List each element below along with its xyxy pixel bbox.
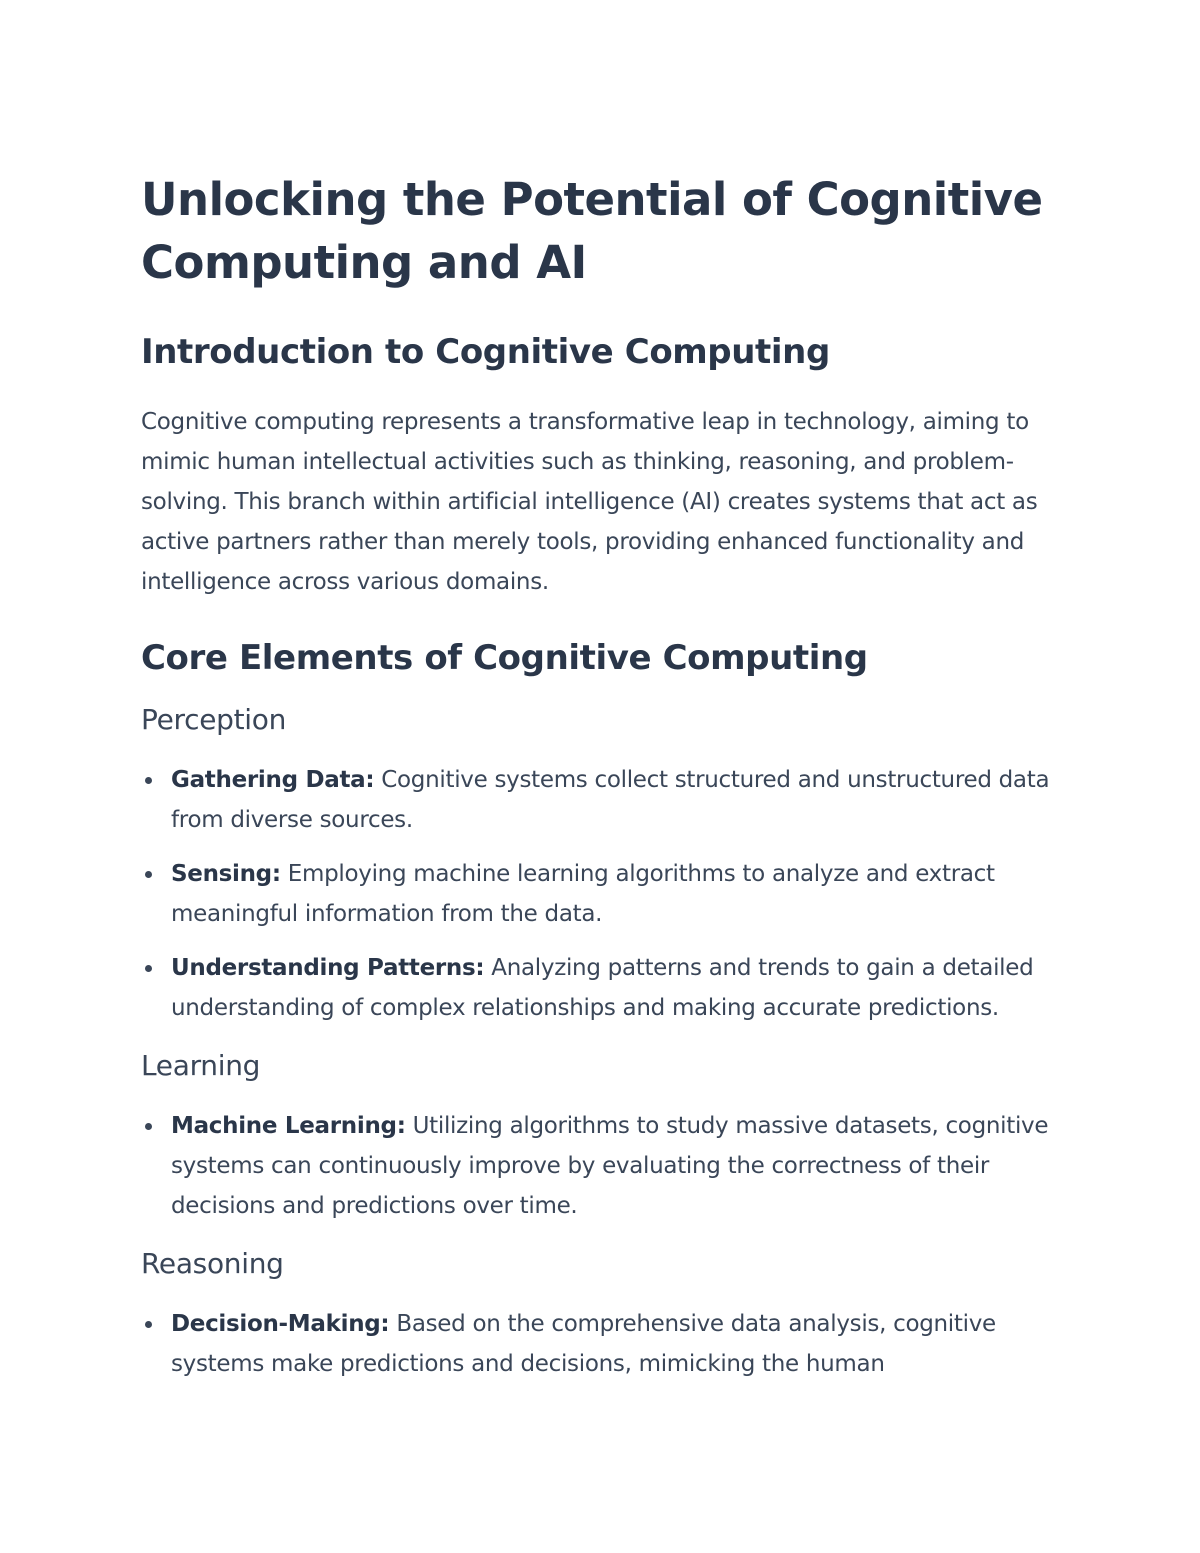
perception-list xyxy=(141,760,1060,1028)
bullet-icon xyxy=(145,777,152,784)
list-item-term: Decision-Making: xyxy=(171,1311,390,1337)
reasoning-heading: Reasoning xyxy=(141,1247,284,1280)
list-item-text: Based on the comprehensive data analysis, cognitive systems make predictions and decisions, mimicking the human xyxy=(171,1311,996,1377)
list-item-term: Machine Learning: xyxy=(171,1113,406,1139)
list-item xyxy=(141,760,1060,840)
list-item-text: Employing machine learning algorithms to analyze and extract meaningful information from the data. xyxy=(171,861,995,927)
learning-list xyxy=(141,1106,1060,1226)
list-item-text: Analyzing patterns and trends to gain a detailed understanding of complex relationships and making accurate predictions. xyxy=(171,955,1034,1021)
list-item-text: Cognitive systems collect structured and unstructured data from diverse sources. xyxy=(171,767,1050,833)
list-item-term: Understanding Patterns: xyxy=(171,955,485,981)
list-item xyxy=(141,1304,1060,1384)
list-item xyxy=(141,948,1060,1028)
core-elements-heading: Core Elements of Cognitive Computing xyxy=(141,638,868,678)
list-item-term: Gathering Data: xyxy=(171,767,375,793)
intro-paragraph: Cognitive computing represents a transformative leap in technology, aiming to mimic human intellectual activities such as thinking, reasoning, and problem-solving. This branch within artificial intelligence (AI) creates systems that act as active partners rather than merely tools, providing enhanced functionality and intelligence across various domains. xyxy=(141,409,1038,595)
bullet-icon xyxy=(145,1321,152,1328)
list-item-term: Sensing: xyxy=(171,861,281,887)
list-item xyxy=(141,854,1060,934)
perception-heading: Perception xyxy=(141,703,287,736)
bullet-icon xyxy=(145,965,152,972)
bullet-icon xyxy=(145,1123,152,1130)
reasoning-list xyxy=(141,1304,1060,1384)
intro-heading: Introduction to Cognitive Computing xyxy=(141,332,830,372)
list-item xyxy=(141,1106,1060,1226)
document-title: Unlocking the Potential of Cognitive Computing and AI xyxy=(141,173,1043,289)
bullet-icon xyxy=(145,871,152,878)
list-item-text: Utilizing algorithms to study massive datasets, cognitive systems can continuously improve by evaluating the correctness of their decisions and predictions over time. xyxy=(171,1113,1049,1219)
learning-heading: Learning xyxy=(141,1049,261,1082)
